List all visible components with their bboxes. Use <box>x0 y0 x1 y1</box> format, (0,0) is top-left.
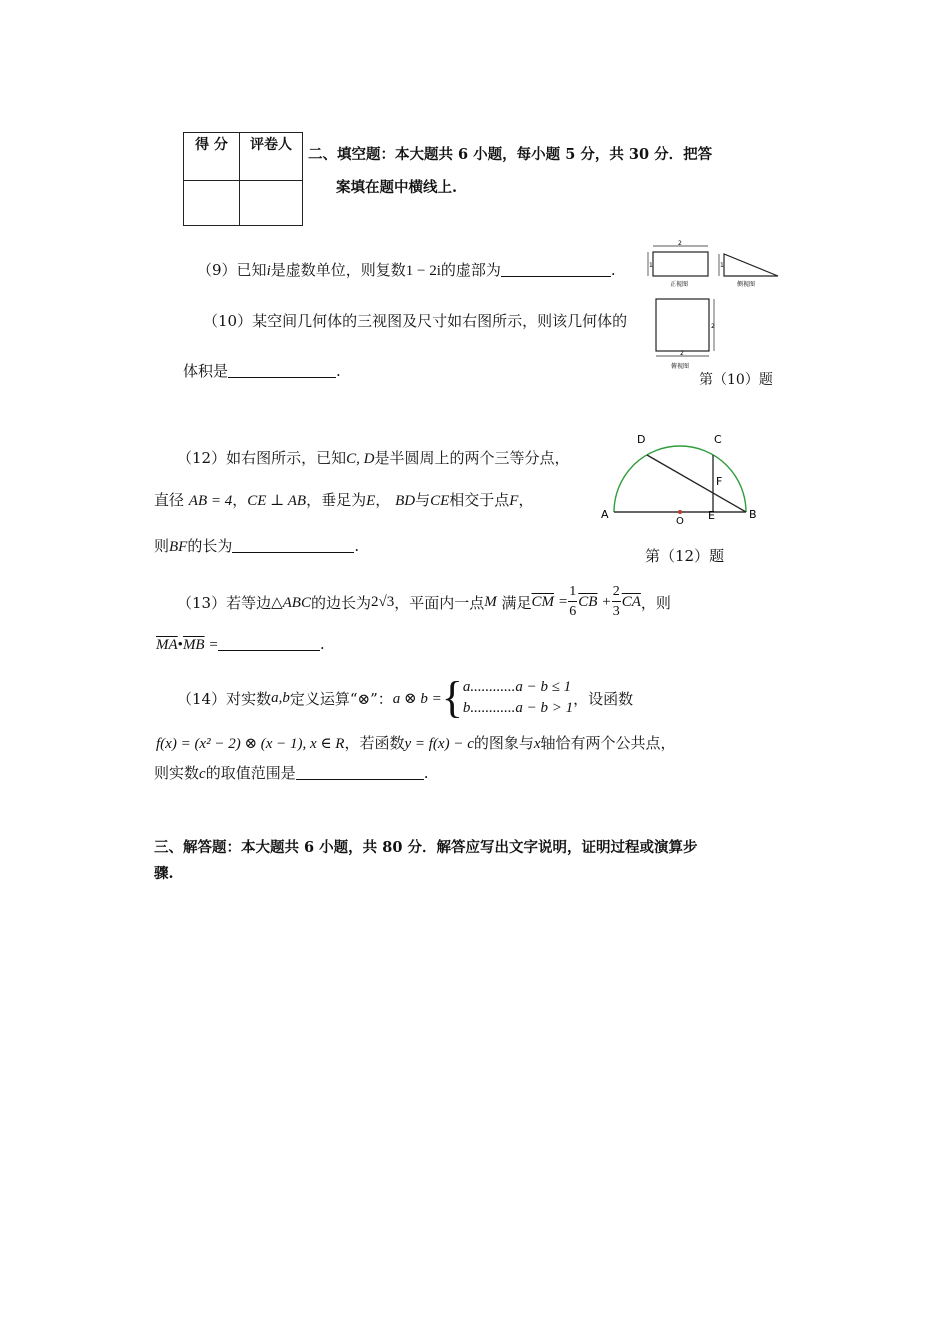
section2-heading-line1: 二、填空题：本大题共 6 小题，每小题 5 分，共 30 分．把答 <box>308 146 713 163</box>
q12-end: . <box>354 537 360 555</box>
q14-piecewise <box>463 677 573 719</box>
label-e: E <box>708 509 715 522</box>
q9-text-a: 已知 <box>236 261 267 279</box>
q13-plus: + <box>602 593 611 610</box>
top-view-rect <box>656 299 709 351</box>
section3-heading-line2: 骤. <box>154 865 174 882</box>
q9-end: . <box>610 261 616 279</box>
q13-side: 2√3 <box>370 593 395 610</box>
q14-line2 <box>156 732 676 753</box>
q9-num: （9） <box>197 261 237 279</box>
q10-line2 <box>183 360 341 381</box>
side-view-triangle <box>724 254 778 276</box>
q14-c: c <box>199 766 206 782</box>
side-view-label: 侧视图 <box>737 281 756 288</box>
q14-t2: ，设函数 <box>573 689 634 708</box>
q12-t9: ， <box>518 491 534 509</box>
q13-vec-cb: $\overline{CB}$ <box>578 593 598 610</box>
q10-end: . <box>336 362 341 380</box>
q14-case-2: b............a − b > 1 <box>462 700 574 716</box>
q14-t4: 的图象与 <box>473 734 534 752</box>
q13-eq: = <box>558 593 568 610</box>
q13-t2: ，平面内一点 <box>394 593 485 612</box>
top-dim-2-vertical: 2 <box>711 323 715 330</box>
score-header: 得 分 <box>184 133 240 181</box>
grader-cell <box>240 181 303 226</box>
section2-heading-line2: 案填在题中横线上. <box>336 179 458 196</box>
q13-frac-2 <box>612 585 621 619</box>
q12-t3: 直径 <box>154 491 185 509</box>
q12-t11: 的长为 <box>187 537 233 555</box>
q12-line1 <box>177 447 569 468</box>
front-view-label: 正视图 <box>670 281 689 288</box>
q13-t1: 的边长为 <box>310 593 371 612</box>
q13-vec-cm: $\overline{CM}$ <box>531 593 555 610</box>
front-dim-2: 2 <box>678 240 682 247</box>
q12-t8: 相交于点 <box>449 491 510 509</box>
q14-t5: 轴恰有两个公共点， <box>540 734 676 752</box>
q14-num: （14）对实数 <box>177 689 272 708</box>
q13-line1 <box>177 582 671 622</box>
score-cell <box>184 181 240 226</box>
q9-var-i: i <box>266 263 271 279</box>
front-view-rect <box>653 252 708 276</box>
q13-f2-den: 3 <box>612 604 620 619</box>
q14-ab: a,b <box>271 689 290 706</box>
segment-bd <box>647 455 746 512</box>
q13-f1-num: 1 <box>568 585 577 602</box>
q14-case-1: a............a − b ≤ 1 <box>462 679 572 695</box>
score-table <box>183 132 303 226</box>
q12-cd: C, D <box>346 451 375 467</box>
q13-f1-den: 6 <box>569 604 577 619</box>
label-f: F <box>716 475 723 488</box>
side-dim-1: 1 <box>720 262 724 269</box>
q14-fx: f(x) = (x² − 2) ⊗ (x − 1), x ∈ R <box>156 736 345 752</box>
figure-12-semicircle <box>596 428 766 528</box>
q13-frac-1 <box>568 585 577 619</box>
top-view-label: 俯视图 <box>671 363 690 370</box>
q13-triangle: △ABC <box>271 594 311 611</box>
q14-line3 <box>154 762 428 783</box>
q10-answer-blank[interactable] <box>228 363 336 378</box>
q14-line1 <box>177 672 633 724</box>
q13-answer-blank[interactable] <box>218 636 320 651</box>
q12-t2: 是半圆周上的两个三等分点， <box>374 449 570 467</box>
q14-op: a ⊗ b = <box>392 690 442 707</box>
q10-volume-label: 体积是 <box>183 362 229 380</box>
label-o: O <box>676 516 684 527</box>
question-9 <box>197 259 616 280</box>
q14-t6: 则实数 <box>154 764 200 782</box>
q13-m: M <box>484 593 497 610</box>
q14-t7: 的取值范围是 <box>205 764 296 782</box>
q13-num: （13）若等边 <box>177 593 272 612</box>
q10-line1: （10）某空间几何体的三视图及尺寸如右图所示，则该几何体的 <box>203 312 628 330</box>
q12-line2 <box>154 489 533 510</box>
q14-y-fx: y = f(x) − c <box>404 736 474 752</box>
q13-vec-mb: $\overline{MB}$ <box>182 637 205 653</box>
q13-end: . <box>319 635 325 653</box>
q12-f: F <box>509 493 519 509</box>
section3-heading-line1: 三、解答题：本大题共 6 小题，共 80 分．解答应写出文字说明，证明过程或演算步 <box>154 839 698 856</box>
q9-text-b: 是虚数单位，则复数 <box>270 261 406 279</box>
q9-answer-blank[interactable] <box>501 262 611 277</box>
q14-end: . <box>423 764 429 782</box>
q13-f2-num: 2 <box>612 585 621 602</box>
q13-vec-ca: $\overline{CA}$ <box>621 593 641 610</box>
q12-line3 <box>154 535 359 556</box>
q13-dot: • <box>177 637 183 653</box>
grader-header: 评卷人 <box>240 133 303 181</box>
figure-12-caption: 第（12）题 <box>645 547 725 565</box>
label-b: B <box>749 508 757 521</box>
q14-t3: ，若函数 <box>344 734 405 752</box>
q12-t6: ， <box>375 491 391 509</box>
q12-bf: BF <box>169 539 188 555</box>
label-a: A <box>601 508 609 521</box>
front-dim-1: 1 <box>649 262 653 269</box>
q12-t4: ， <box>232 491 248 509</box>
q12-ab: AB = 4 <box>188 493 233 509</box>
figure-10-three-views <box>640 238 790 388</box>
q9-text-c: 的虚部为 <box>440 261 501 279</box>
q12-ce: CE <box>430 493 450 509</box>
q12-ce-perp: CE ⊥ AB <box>247 493 307 509</box>
q13-vec-ma: $\overline{MA}$ <box>156 637 178 653</box>
q13-t3: 满足 <box>501 593 532 612</box>
q12-t5: ，垂足为 <box>306 491 367 509</box>
q9-expr: 1 − 2i <box>405 263 441 279</box>
q12-t1: （12）如右图所示，已知 <box>177 449 347 467</box>
q14-answer-blank[interactable] <box>296 765 424 780</box>
q14-left-brace: { <box>441 673 463 722</box>
top-dim-2-horizontal: 2 <box>680 350 684 357</box>
center-o-dot <box>678 510 682 514</box>
q12-t7: 与 <box>415 491 431 509</box>
q13-eq2: = <box>209 637 218 653</box>
semicircle-arc <box>614 446 746 512</box>
label-d: D <box>637 433 646 446</box>
label-c: C <box>714 433 722 446</box>
q12-bd: BD <box>395 493 416 509</box>
q14-t1: 定义运算“⊗”： <box>289 689 393 708</box>
q13-line2 <box>156 635 325 654</box>
q14-x: x <box>533 736 541 752</box>
figure-10-caption: 第（10）题 <box>699 372 773 388</box>
q13-t4: ，则 <box>640 593 671 612</box>
q12-e: E <box>366 493 376 509</box>
q12-answer-blank[interactable] <box>232 538 354 553</box>
q12-t10: 则 <box>154 537 170 555</box>
